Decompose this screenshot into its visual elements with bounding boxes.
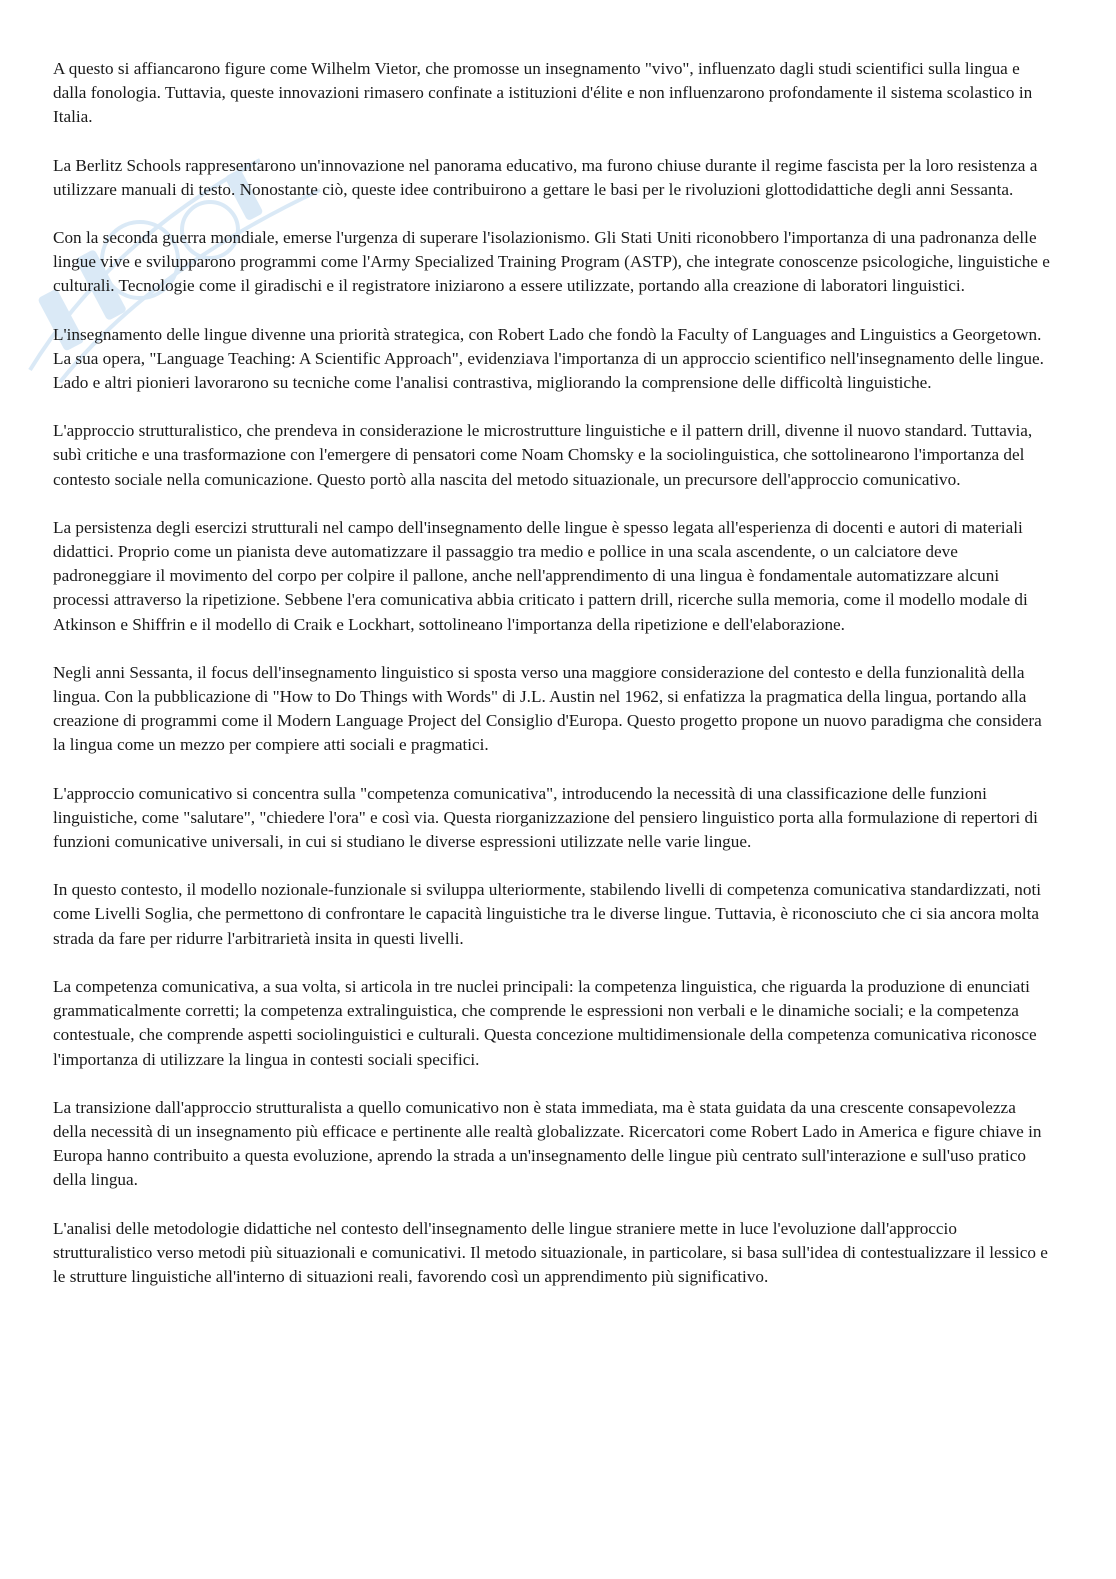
document-body — [53, 57, 1053, 1313]
paragraph: L'approccio strutturalistico, che prendeva in considerazione le microstrutture linguistiche e il pattern drill, divenne il nuovo standard. Tuttavia, subì critiche e una trasformazione con l'emergere di pensatori come Noam Chomsky e la sociolinguistica, che sottolinearono l'importanza del contesto sociale nella comunicazione. Questo portò alla nascita del metodo situazionale, un precursore dell'approccio comunicativo. — [53, 421, 1033, 489]
paragraph: La transizione dall'approccio strutturalista a quello comunicativo non è stata immediata, ma è stata guidata da una crescente consapevolezza della necessità di un insegnamento più efficace e pertinente alle realtà globalizzate. Ricercatori come Robert Lado in America e figure chiave in Europa hanno contribuito a questa evoluzione, aprendo la strada a un'insegnamento delle lingue più centrato sull'interazione e sull'uso pratico della lingua. — [53, 1097, 1042, 1190]
paragraph: Con la seconda guerra mondiale, emerse l'urgenza di superare l'isolazionismo. Gli Stati Uniti riconobbero l'importanza di una padronanza delle lingue vive e svilupparono programmi come l'Army Specialized Training Program (ASTP), che integrate conoscenze psicologiche, linguistiche e culturali. Tecnologie come il giradischi e il registratore iniziarono a essere utilizzate, portando alla creazione di laboratori linguistici. — [53, 228, 1050, 296]
paragraph: L'approccio comunicativo si concentra sulla "competenza comunicativa", introducendo la necessità di una classificazione delle funzioni linguistiche, come "salutare", "chiedere l'ora" e così via. Questa riorganizzazione del pensiero linguistico porta alla formulazione di repertori di funzioni comunicative universali, in cui si studiano le diverse espressioni utilizzate nelle varie lingue. — [53, 783, 1038, 852]
paragraph: La competenza comunicativa, a sua volta, si articola in tre nuclei principali: la competenza linguistica, che riguarda la produzione di enunciati grammaticalmente corretti; la competenza extralinguistica, che comprende le espressioni non verbali e le dinamiche sociali; e la competenza contestuale, che comprende aspetti sociolinguistici e culturali. Questa concezione multidimensionale della competenza comunicativa riconosce l'importanza di utilizzare la lingua in contesti sociali specifici. — [53, 976, 1037, 1069]
paragraph: A questo si affiancarono figure come Wilhelm Vietor, che promosse un insegnamento "vivo", influenzato dagli studi scientifici sulla lingua e dalla fonologia. Tuttavia, queste innovazioni rimasero confinate a istituzioni d'élite e non influenzarono profondamente il sistema scolastico in Italia. — [53, 59, 1033, 127]
paragraph: La persistenza degli esercizi strutturali nel campo dell'insegnamento delle lingue è spesso legata all'esperienza di docenti e autori di materiali didattici. Proprio come un pianista deve automatizzare il passaggio tra medio e pollice in una scala ascendente, o un calciatore deve padroneggiare il movimento del corpo per colpire il pallone, anche nell'apprendimento di una lingua è fondamentale automatizzare alcuni processi attraverso la ripetizione. Sebbene l'era comunicativa abbia criticato i pattern drill, ricerche sulla memoria, come il modello modale di Atkinson e Shiffrin e il modello di Craik e Lockhart, sottolineano l'importanza della ripetizione e dell'elaborazione. — [53, 517, 1028, 634]
paragraph: In questo contesto, il modello nozionale-funzionale si sviluppa ulteriormente, stabilendo livelli di competenza comunicativa standardizzati, noti come Livelli Soglia, che permettono di confrontare le capacità linguistiche tra le diverse lingue. Tuttavia, è riconosciuto che ci sia ancora molta strada da fare per ridurre l'arbitrarietà insita in questi livelli. — [53, 880, 1041, 948]
paragraph: Negli anni Sessanta, il focus dell'insegnamento linguistico si sposta verso una maggiore considerazione del contesto e della funzionalità della lingua. Con la pubblicazione di "How to Do Things with Words" di J.L. Austin nel 1962, si enfatizza la pragmatica della lingua, portando alla creazione di programmi come il Modern Language Project del Consiglio d'Europa. Questo progetto propone un nuovo paradigma che considera la lingua come un mezzo per compiere atti sociali e pragmatici. — [53, 662, 1042, 755]
paragraph: L'insegnamento delle lingue divenne una priorità strategica, con Robert Lado che fondò la Faculty of Languages and Linguistics a Georgetown. La sua opera, "Language Teaching: A Scientific Approach", evidenziava l'importanza di un approccio scientifico nell'insegnamento delle lingue. Lado e altri pionieri lavorarono su tecniche come l'analisi contrastiva, migliorando la comprensione delle difficoltà linguistiche. — [53, 324, 1044, 393]
paragraph: L'analisi delle metodologie didattiche nel contesto dell'insegnamento delle lingue straniere mette in luce l'evoluzione dall'approccio strutturalistico verso metodi più situazionali e comunicativi. Il metodo situazionale, in particolare, si basa sull'idea di contestualizzare il lessico e le strutture linguistiche all'interno di situazioni reali, favorendo così un apprendimento più significativo. — [53, 1218, 1048, 1286]
paragraph: La Berlitz Schools rappresentarono un'innovazione nel panorama educativo, ma furono chiuse durante il regime fascista per la loro resistenza a utilizzare manuali di testo. Nonostante ciò, queste idee contribuirono a gettare le basi per le rivoluzioni glottodidattiche degli anni Sessanta. — [53, 155, 1038, 199]
